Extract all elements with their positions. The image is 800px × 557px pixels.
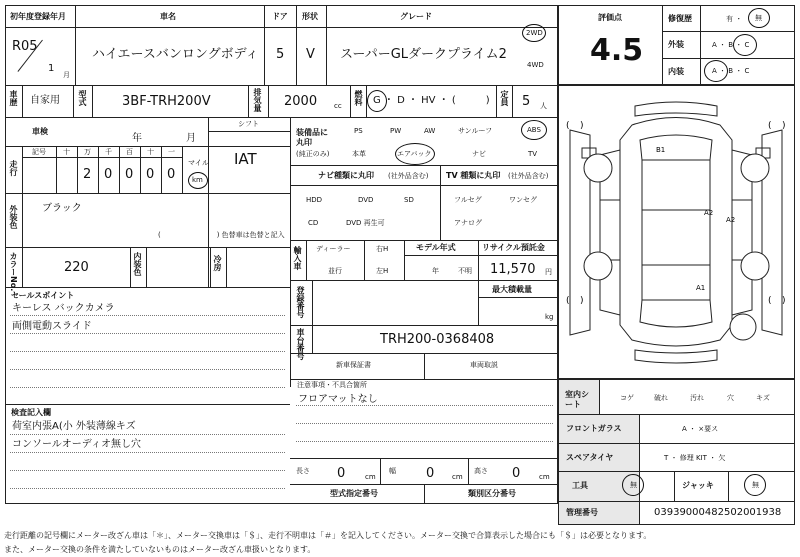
tv-oneseg: ワンセグ	[509, 196, 537, 204]
mileage-symbol-label: 記号	[32, 148, 46, 156]
length-unit: cm	[365, 473, 376, 481]
diagram-paren-open-4: (	[768, 296, 772, 306]
mile-label: マイル	[188, 159, 209, 167]
equip-pw: PW	[390, 127, 402, 135]
model-year-label: モデル年式	[416, 243, 456, 252]
width-label: 幅	[389, 467, 396, 475]
digit-label-0: 十	[63, 148, 70, 156]
inspector-line-1: コンソールオーディオ無し穴	[12, 439, 141, 450]
color-no-value: 220	[64, 260, 89, 275]
model-label: 型式	[78, 90, 87, 106]
jack-label: ジャッキ	[682, 481, 714, 490]
jack-selected: 無	[752, 481, 759, 489]
diagram-paren-open-1: (	[566, 121, 570, 131]
diagram-paren-close-2: )	[782, 121, 786, 131]
seat-opt-hole: 穴	[727, 394, 734, 402]
digit-label-4: 十	[147, 148, 154, 156]
diagram-mark-a2-right: A2	[726, 216, 736, 224]
equip-airbag: エアバック	[397, 150, 432, 158]
inspector-label: 検査記入欄	[11, 408, 51, 417]
color-no-label: カラーNo.	[9, 252, 18, 292]
class-no-label: 類別区分番号	[468, 489, 516, 498]
shape-label: 形状	[302, 12, 318, 21]
manual-label: 車両取説	[470, 361, 498, 369]
interior-options: A ・ B ・ C	[712, 67, 750, 75]
interior-label: 内装	[668, 67, 684, 76]
chassis-value: TRH200-0368408	[380, 332, 495, 347]
diagram-paren-close-4: )	[782, 296, 786, 306]
seat-opt-dirt: 汚れ	[690, 394, 704, 402]
nav-type-label: ナビ種類に丸印	[318, 171, 374, 180]
recycle-value: 11,570	[490, 262, 536, 277]
sales-points-label: セールスポイント	[11, 291, 75, 300]
inspection-month-unit: 月	[186, 133, 196, 144]
warranty-label: 新車保証書	[336, 361, 371, 369]
capacity-label: 定員	[500, 90, 509, 106]
equip-ps: PS	[354, 127, 363, 135]
shift-label: シフト	[238, 120, 259, 128]
mgmt-value: 03939000482502001938	[654, 507, 782, 518]
mileage-digit-2: 0	[104, 167, 113, 182]
nav-cd: CD	[308, 219, 319, 227]
recycle-label: リサイクル預託金	[482, 243, 545, 252]
tools-label: 工具	[572, 481, 588, 490]
equip-leather: 本革	[352, 150, 366, 158]
height-value: 0	[512, 466, 521, 481]
capacity-value: 5	[522, 94, 531, 109]
repair-label: 修復歴	[668, 14, 692, 23]
height-unit: cm	[539, 473, 550, 481]
equip-aw: AW	[424, 127, 436, 135]
use-label: 車歴	[9, 90, 18, 106]
car-name-value: ハイエースバンロングボディ	[92, 47, 259, 62]
drive-4wd: 4WD	[527, 61, 544, 69]
diagram-mark-a1: A1	[696, 284, 706, 292]
sales-point-line-1: 両側電動スライド	[12, 321, 92, 332]
max-load-unit: kg	[545, 313, 554, 321]
recycle-unit: 円	[545, 268, 552, 276]
equip-tv: TV	[528, 150, 538, 158]
km-label: km	[192, 176, 203, 184]
mileage-digit-3: 0	[125, 167, 134, 182]
use-value: 自家用	[30, 95, 60, 106]
inspection-year-unit: 年	[132, 133, 142, 144]
seat-opt-burn: コゲ	[620, 394, 634, 402]
tv-type-label: TV 種類に丸印	[446, 171, 501, 180]
interior-color-label: 内装色	[133, 252, 142, 276]
nav-hdd: HDD	[306, 196, 323, 204]
car-name-label: 車名	[160, 12, 176, 21]
width-unit: cm	[452, 473, 463, 481]
nav-sd: SD	[404, 196, 414, 204]
equip-sunroof: サンルーフ	[458, 127, 493, 135]
tv-fullseg: フルセグ	[454, 196, 482, 204]
color-label: 外装色	[9, 205, 18, 229]
model-year-unknown: 不明	[458, 267, 472, 275]
first-reg-label: 初年度登録年月	[10, 12, 66, 21]
reg-no-label: 登録番号	[296, 286, 305, 318]
equip-navi: ナビ	[472, 150, 486, 158]
import-parallel: 並行	[328, 267, 342, 275]
digit-label-1: 万	[84, 148, 91, 156]
color-changed-note: ( ) 色替車は色替と記入	[158, 231, 285, 239]
width-value: 0	[426, 466, 435, 481]
door-value: 5	[276, 47, 285, 62]
notes-label: 注意事項・不具合箇所	[297, 381, 367, 389]
displacement-value: 2000	[284, 94, 318, 109]
diagram-paren-open-3: (	[566, 296, 570, 306]
glass-label: フロントガラス	[566, 424, 622, 433]
inspection-label: 車検	[32, 127, 48, 136]
score-value: 4.5	[590, 33, 644, 68]
mgmt-label: 管理番号	[566, 508, 598, 517]
mileage-digit-5: 0	[167, 167, 176, 182]
first-reg-month-unit: 月	[63, 71, 70, 79]
tv-analog: アナログ	[454, 219, 482, 227]
diagram-paren-open-2: (	[768, 121, 772, 131]
car-diagram	[560, 100, 793, 365]
capacity-unit: 人	[540, 102, 547, 110]
notes-line-0: フロアマットなし	[298, 394, 378, 405]
import-right-h: 右H	[376, 245, 389, 253]
fuel-label: 燃料	[354, 90, 363, 106]
diagram-paren-close-3: )	[580, 296, 584, 306]
inspector-line-0: 荷室内張A(小 外装薄線キズ	[12, 421, 136, 432]
spare-options: T ・ 修理 KIT ・ 欠	[664, 454, 726, 462]
exterior-options: A ・ B ・ C	[712, 41, 750, 49]
door-label: ドア	[272, 12, 288, 21]
repair-options: 有 ・	[726, 15, 743, 23]
nav-type-sub: (社外品含む)	[388, 172, 429, 180]
height-label: 高さ	[474, 467, 488, 475]
fuel-options: G ・ D ・ HV ・ ( )	[373, 95, 490, 106]
import-dealer: ディーラー	[316, 245, 351, 253]
diagram-mark-a2-left: A2	[704, 209, 714, 217]
mileage-label: 走行	[9, 160, 18, 176]
exterior-label: 外装	[668, 40, 684, 49]
import-left-h: 左H	[376, 267, 389, 275]
mileage-digit-4: 0	[146, 167, 155, 182]
glass-options: A ・ ×要ス	[682, 425, 719, 433]
spare-label: スペアタイヤ	[566, 453, 614, 462]
equip-abs: ABS	[527, 126, 541, 134]
nav-dvd: DVD	[358, 196, 374, 204]
first-reg-month: 1	[48, 63, 55, 74]
footer-note-2: また、メーター交換の条件を満たしていないものはメーター改ざん車扱いとなります。	[4, 545, 316, 554]
seat-opt-tear: 破れ	[654, 394, 668, 402]
chassis-label: 車台番号	[296, 328, 305, 360]
sales-point-line-0: キーレス バックカメラ	[12, 303, 115, 314]
displacement-label: 排気量	[253, 88, 262, 112]
grade-value: スーパーGLダークプライム2	[340, 47, 507, 62]
import-label: 輸入車	[293, 246, 302, 270]
mileage-digit-1: 2	[83, 167, 92, 182]
equipment-sub: (純正のみ)	[296, 150, 330, 158]
tools-selected: 無	[630, 481, 637, 489]
drive-2wd: 2WD	[526, 29, 543, 37]
length-value: 0	[337, 466, 346, 481]
model-value: 3BF-TRH200V	[122, 94, 211, 109]
digit-label-3: 百	[126, 148, 133, 156]
grade-label: グレード	[400, 12, 432, 21]
color-value: ブラック	[42, 203, 82, 214]
ac-label: 冷房	[213, 255, 222, 271]
digit-label-2: 千	[105, 148, 112, 156]
diagram-mark-b1: B1	[656, 146, 666, 154]
footer-note-1: 走行距離の記号欄にメーター改ざん車は「＊」、メーター交換車は「＄」、走行不明車は「＃」を記入してください。メーター交換で合算表示した場合にも「＄」は必要となります。	[4, 531, 652, 540]
seat-opt-scratch: キズ	[756, 394, 770, 402]
equipment-label: 装備品に丸印	[296, 128, 328, 147]
length-label: 長さ	[296, 467, 310, 475]
max-load-label: 最大積載量	[492, 285, 532, 294]
displacement-unit: cc	[334, 102, 342, 110]
seat-label: 室内シート	[565, 390, 589, 409]
type-no-label: 型式指定番号	[330, 489, 378, 498]
first-reg-era: R05	[12, 39, 38, 54]
shape-value: V	[306, 47, 315, 62]
shift-value: IAT	[234, 150, 257, 168]
digit-label-5: 一	[168, 148, 175, 156]
nav-dvd-play: DVD 再生可	[346, 219, 385, 227]
tv-type-sub: (社外品含む)	[508, 172, 549, 180]
diagram-paren-close-1: )	[580, 121, 584, 131]
score-label: 評価点	[598, 13, 622, 22]
model-year-unit: 年	[432, 267, 439, 275]
repair-selected: 無	[755, 14, 762, 22]
